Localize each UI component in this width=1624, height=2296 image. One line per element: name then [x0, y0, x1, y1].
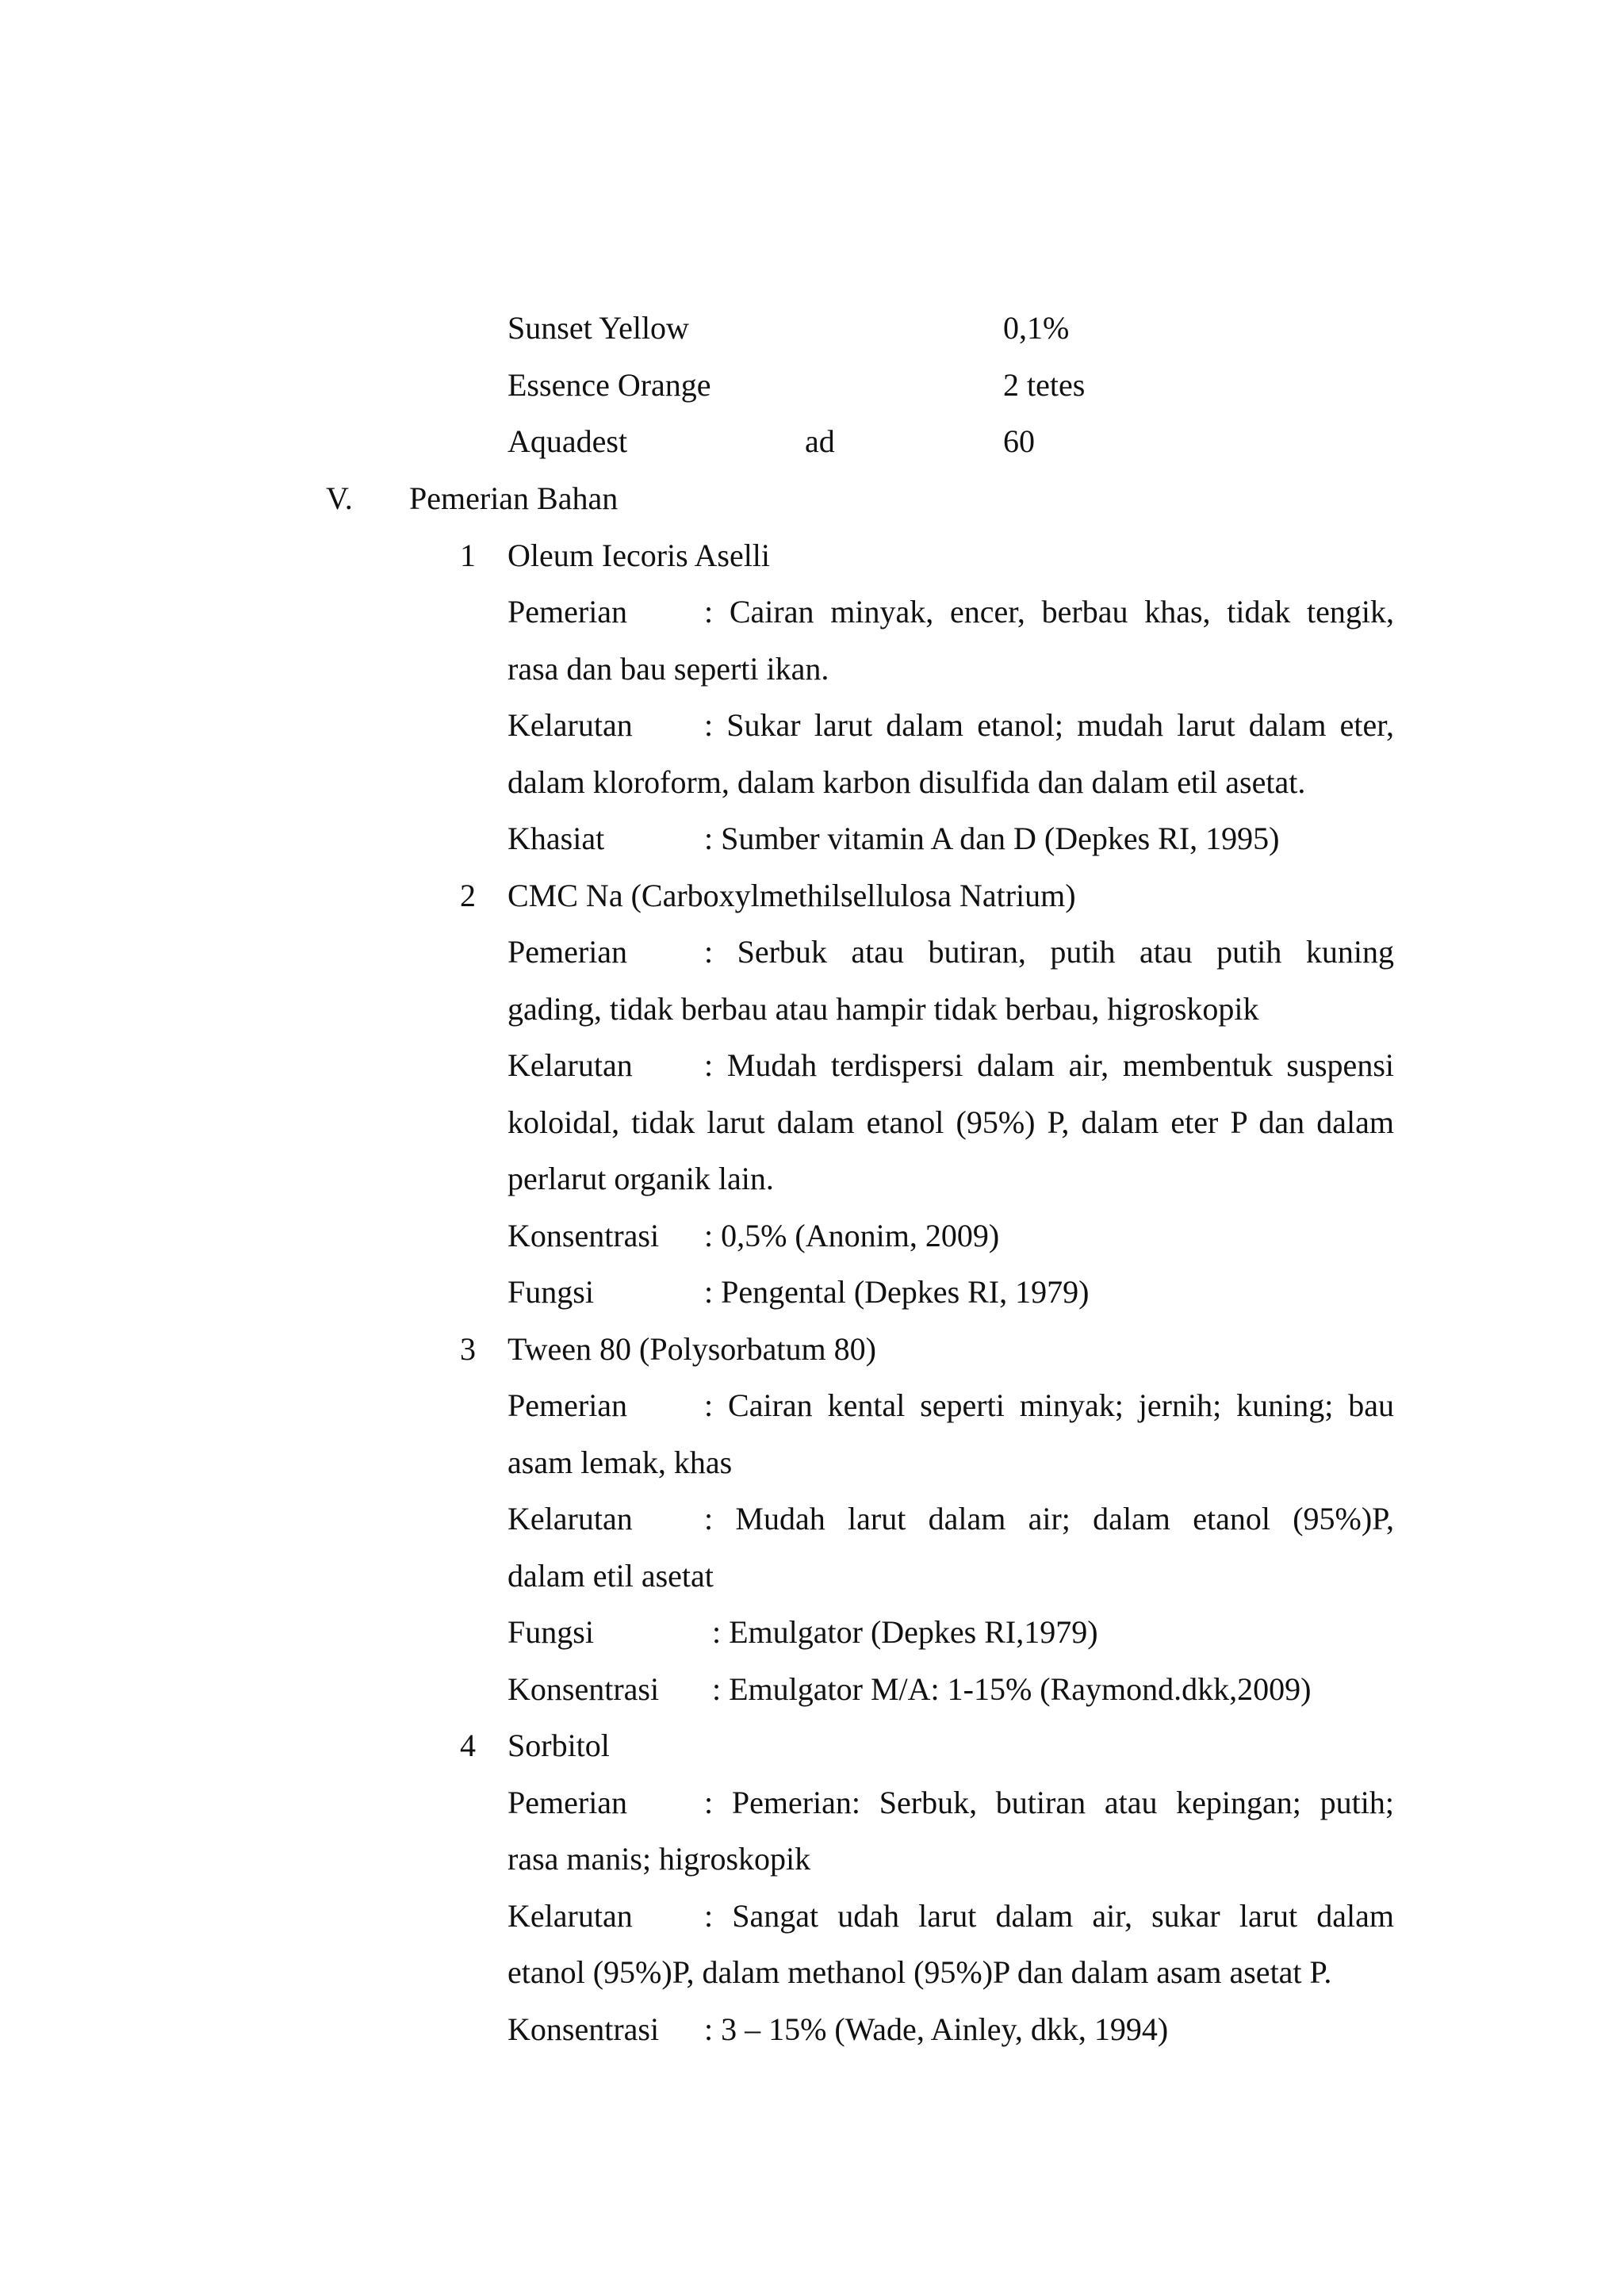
property-label: Konsentrasi [508, 1671, 660, 1707]
property-label: Pemerian [508, 934, 628, 970]
formula-item-qualifier: ad [805, 423, 835, 459]
property-label: Konsentrasi [508, 1218, 660, 1253]
formula-item-amount: 2 tetes [1003, 367, 1086, 403]
property-label: Pemerian [508, 594, 628, 629]
property-text: : Sangat udah larut dalam air, sukar larut dalam [704, 1898, 1394, 1934]
material-property-line [508, 1500, 1394, 1538]
property-text: : 3 – 15% (Wade, Ainley, dkk, 1994) [704, 2011, 1169, 2047]
property-text: : Pengental (Depkes RI, 1979) [704, 1274, 1090, 1310]
material-number: 3 [460, 1331, 476, 1367]
property-text: : Cairan kental seperti minyak; jernih; kuning; bau [704, 1387, 1394, 1423]
formula-item-amount: 0,1% [1003, 310, 1070, 346]
property-text: : Sukar larut dalam etanol; mudah larut dalam eter, [704, 707, 1394, 743]
property-label: Khasiat [508, 821, 605, 856]
property-label: Kelarutan [508, 1898, 633, 1934]
property-text: : 0,5% (Anonim, 2009) [704, 1218, 1000, 1253]
property-continuation: koloidal, tidak larut dalam etanol (95%) P, dalam eter P dan dalam [508, 1104, 1394, 1140]
material-property-line [508, 1047, 1394, 1085]
property-text: : Emulgator M/A: 1-15% (Raymond.dkk,2009) [712, 1671, 1312, 1707]
property-continuation: rasa dan bau seperti ikan. [508, 651, 829, 687]
property-label: Pemerian [508, 1785, 628, 1820]
section-number: V. [326, 480, 353, 516]
property-label: Pemerian [508, 1387, 628, 1423]
property-text: : Pemerian: Serbuk, butiran atau kepingan; putih; [704, 1785, 1394, 1820]
material-property-line [508, 1784, 1394, 1822]
property-text: : Mudah larut dalam air; dalam etanol (95%)P, [704, 1501, 1394, 1536]
material-property-line [508, 933, 1394, 971]
material-property-line [508, 1897, 1394, 1935]
property-continuation: gading, tidak berbau atau hampir tidak berbau, higroskopik [508, 991, 1259, 1027]
property-label: Kelarutan [508, 707, 633, 743]
property-continuation: etanol (95%)P, dalam methanol (95%)P dan dalam asam asetat P. [508, 1954, 1332, 1990]
formula-item-amount: 60 [1003, 423, 1035, 459]
property-continuation: dalam etil asetat [508, 1558, 714, 1594]
material-number: 4 [460, 1728, 476, 1763]
material-name: Tween 80 (Polysorbatum 80) [508, 1331, 876, 1367]
property-text: : Emulgator (Depkes RI,1979) [712, 1614, 1098, 1650]
material-name: CMC Na (Carboxylmethilsellulosa Natrium) [508, 878, 1076, 913]
material-property-line [508, 706, 1394, 744]
material-name: Sorbitol [508, 1728, 610, 1763]
property-label: Konsentrasi [508, 2011, 660, 2047]
property-text: : Cairan minyak, encer, berbau khas, tidak tengik, [704, 594, 1394, 629]
property-label: Kelarutan [508, 1047, 633, 1083]
material-property-line [508, 593, 1394, 631]
property-label: Fungsi [508, 1274, 594, 1310]
property-label: Fungsi [508, 1614, 594, 1650]
material-number: 2 [460, 878, 476, 913]
formula-item-name: Sunset Yellow [508, 310, 689, 346]
section-title: Pemerian Bahan [409, 480, 619, 516]
material-number: 1 [460, 538, 476, 573]
property-continuation: rasa manis; higroskopik [508, 1841, 811, 1877]
property-continuation: dalam kloroform, dalam karbon disulfida dan dalam etil asetat. [508, 764, 1306, 800]
property-continuation: perlarut organik lain. [508, 1161, 774, 1196]
property-text: : Serbuk atau butiran, putih atau putih kuning [704, 934, 1394, 970]
property-text: : Sumber vitamin A dan D (Depkes RI, 1995) [704, 821, 1280, 856]
material-name: Oleum Iecoris Aselli [508, 538, 771, 573]
property-label: Kelarutan [508, 1501, 633, 1536]
property-text: : Mudah terdispersi dalam air, membentuk suspensi [704, 1047, 1394, 1083]
property-continuation: asam lemak, khas [508, 1445, 733, 1480]
formula-item-name: Essence Orange [508, 367, 711, 403]
formula-item-name: Aquadest [508, 423, 628, 459]
material-property-line [508, 1387, 1394, 1425]
